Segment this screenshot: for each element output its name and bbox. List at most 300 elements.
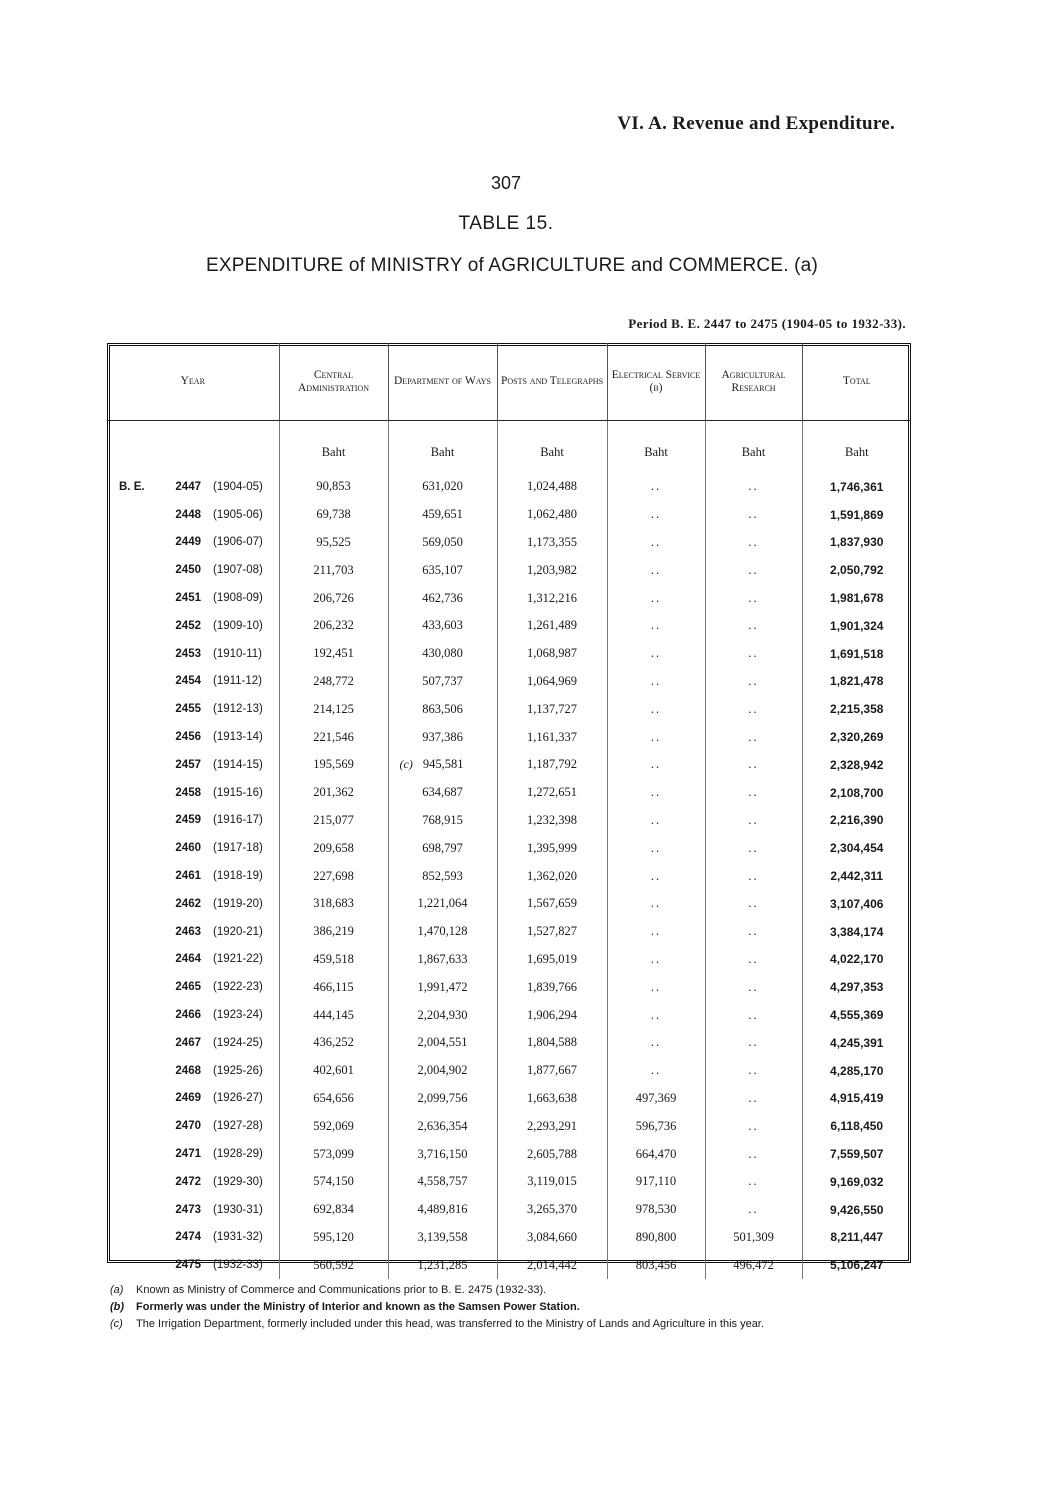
central-admin-cell: 444,145 [279,1001,388,1029]
dept-ways-cell [388,862,497,890]
electrical-service-cell: .. [607,612,705,640]
central-admin-cell: 592,069 [279,1112,388,1140]
posts-telegraphs-cell: 1,362,020 [497,862,607,890]
period-caption: Period B. E. 2447 to 2475 (1904-05 to 1932-33). [628,316,906,331]
agricultural-research-cell: .. [705,751,802,779]
common-era-year: (1930-31) [213,1203,263,1216]
electrical-service-cell: .. [607,973,705,1001]
posts-telegraphs-cell: 1,062,480 [497,501,607,529]
buddhist-era-year: 2459 [175,814,201,827]
footnote-mark: (c) [399,757,413,772]
dept-ways-cell [388,1112,497,1140]
central-admin-cell: 692,834 [279,1196,388,1224]
col-header-total: Total [802,343,911,421]
unit-cell: Baht [279,421,388,474]
year-cell [107,612,279,640]
table-row [107,501,911,529]
dept-ways-cell [388,1029,497,1057]
total-cell: 1,981,678 [802,584,911,612]
footnote-text: The Irrigation Department, formerly included under this head, was transferred to the Ministry of Lands and Agriculture in this year. [136,1318,764,1330]
header-row [107,343,911,421]
central-admin-cell: 195,569 [279,751,388,779]
unit-cell: Baht [802,421,911,474]
col-header-year: Year [107,343,279,421]
year-cell [107,1196,279,1224]
buddhist-era-year: 2467 [175,1036,201,1049]
agricultural-research-cell: .. [705,556,802,584]
common-era-year: (1919-20) [213,897,263,910]
year-cell [107,1057,279,1085]
buddhist-era-year: 2464 [175,953,201,966]
buddhist-era-year: 2450 [175,564,201,577]
dept-ways-value: 1,470,128 [417,924,468,939]
dept-ways-cell [388,640,497,668]
buddhist-era-year: 2458 [175,786,201,799]
dept-ways-value: 768,915 [422,812,463,827]
central-admin-cell: 95,525 [279,529,388,557]
year-cell [107,556,279,584]
agricultural-research-cell: .. [705,695,802,723]
total-cell: 1,591,869 [802,501,911,529]
central-admin-cell: 201,362 [279,779,388,807]
agricultural-research-cell: .. [705,529,802,557]
table-row [107,1112,911,1140]
electrical-service-cell: .. [607,695,705,723]
dept-ways-value: 1,221,064 [417,896,468,911]
electrical-service-cell: .. [607,1057,705,1085]
buddhist-era-year: 2455 [175,703,201,716]
year-cell [107,473,279,501]
common-era-year: (1916-17) [213,814,263,827]
electrical-service-cell: .. [607,501,705,529]
dept-ways-value: 462,736 [422,590,463,605]
table-row [107,723,911,751]
electrical-service-cell: .. [607,862,705,890]
dept-ways-cell [388,1140,497,1168]
dept-ways-value: 1,991,472 [417,979,468,994]
total-cell: 5,106,247 [802,1251,911,1279]
electrical-service-cell: .. [607,473,705,501]
year-cell [107,918,279,946]
buddhist-era-year: 2475 [175,1259,201,1272]
dept-ways-value: 3,716,150 [417,1146,468,1161]
posts-telegraphs-cell: 1,203,982 [497,556,607,584]
total-cell: 4,915,419 [802,1085,911,1113]
electrical-service-cell: 497,369 [607,1085,705,1113]
posts-telegraphs-cell: 1,232,398 [497,807,607,835]
agricultural-research-cell: .. [705,807,802,835]
central-admin-cell: 214,125 [279,695,388,723]
dept-ways-value: 2,004,902 [417,1063,468,1078]
unit-cell [107,421,279,474]
total-cell: 2,215,358 [802,695,911,723]
central-admin-cell: 560,592 [279,1251,388,1279]
col-header-posts: Posts and Telegraphs [497,343,607,421]
agricultural-research-cell: .. [705,668,802,696]
electrical-service-cell: .. [607,779,705,807]
dept-ways-cell [388,529,497,557]
common-era-year: (1906-07) [213,536,263,549]
agricultural-research-cell: .. [705,973,802,1001]
posts-telegraphs-cell: 1,161,337 [497,723,607,751]
electrical-service-cell: .. [607,946,705,974]
electrical-service-cell: .. [607,890,705,918]
col-header-ways: Department of Ways [388,343,497,421]
common-era-year: (1904-05) [213,480,263,493]
year-cell [107,1029,279,1057]
year-cell [107,834,279,862]
dept-ways-value: 2,099,756 [417,1090,468,1105]
electrical-service-cell: .. [607,1029,705,1057]
agricultural-research-cell: .. [705,1085,802,1113]
buddhist-era-year: 2452 [175,619,201,632]
electrical-service-cell: .. [607,807,705,835]
table-row [107,834,911,862]
central-admin-cell: 211,703 [279,556,388,584]
total-cell: 2,320,269 [802,723,911,751]
dept-ways-value: 4,489,816 [417,1202,468,1217]
dept-ways-value: 937,386 [422,729,463,744]
year-cell [107,1168,279,1196]
agricultural-research-cell: .. [705,1112,802,1140]
dept-ways-cell [388,723,497,751]
central-admin-cell: 574,150 [279,1168,388,1196]
central-admin-cell: 386,219 [279,918,388,946]
agricultural-research-cell: .. [705,862,802,890]
agricultural-research-cell: .. [705,1196,802,1224]
footnote-c [110,1316,910,1332]
year-cell [107,668,279,696]
total-cell: 4,555,369 [802,1001,911,1029]
common-era-year: (1926-27) [213,1092,263,1105]
agricultural-research-cell: .. [705,1057,802,1085]
buddhist-era-year: 2461 [175,870,201,883]
electrical-service-cell: .. [607,834,705,862]
col-header-agricultural: Agricultural Research [705,343,802,421]
buddhist-era-year: 2449 [175,536,201,549]
agricultural-research-cell: 496,472 [705,1251,802,1279]
year-cell [107,584,279,612]
year-cell [107,890,279,918]
total-cell: 2,108,700 [802,779,911,807]
year-cell [107,1085,279,1113]
year-cell [107,529,279,557]
dept-ways-cell [388,751,497,779]
table-row [107,584,911,612]
total-cell: 4,022,170 [802,946,911,974]
central-admin-cell: 573,099 [279,1140,388,1168]
common-era-year: (1912-13) [213,703,263,716]
footnote-text: Known as Ministry of Commerce and Communications prior to B. E. 2475 (1932-33). [136,1284,547,1296]
posts-telegraphs-cell: 1,839,766 [497,973,607,1001]
table-row [107,973,911,1001]
footnote-a [110,1282,910,1298]
total-cell: 2,442,311 [802,862,911,890]
footnote-key: (c) [110,1318,123,1330]
year-cell [107,751,279,779]
agricultural-research-cell: .. [705,723,802,751]
total-cell: 2,328,942 [802,751,911,779]
buddhist-era-year: 2457 [175,758,201,771]
central-admin-cell: 192,451 [279,640,388,668]
total-cell: 3,107,406 [802,890,911,918]
central-admin-cell: 90,853 [279,473,388,501]
dept-ways-value: 4,558,757 [417,1174,468,1189]
table-row [107,890,911,918]
electrical-service-cell: .. [607,723,705,751]
table-row [107,1140,911,1168]
year-cell [107,1224,279,1252]
buddhist-era-year: 2456 [175,731,201,744]
agricultural-research-cell: .. [705,1168,802,1196]
total-cell: 9,169,032 [802,1168,911,1196]
table-row [107,1001,911,1029]
posts-telegraphs-cell: 2,293,291 [497,1112,607,1140]
page-number: 307 [490,173,522,193]
year-cell [107,862,279,890]
table-row [107,1085,911,1113]
table-row [107,640,911,668]
common-era-year: (1929-30) [213,1175,263,1188]
dept-ways-value: 459,651 [422,507,463,522]
year-cell [107,973,279,1001]
agricultural-research-cell: .. [705,1029,802,1057]
table-row [107,918,911,946]
table-row [107,1168,911,1196]
posts-telegraphs-cell: 1,695,019 [497,946,607,974]
total-cell: 2,216,390 [802,807,911,835]
common-era-year: (1913-14) [213,731,263,744]
central-admin-cell: 215,077 [279,807,388,835]
electrical-service-cell: 978,530 [607,1196,705,1224]
buddhist-era-year: 2460 [175,842,201,855]
year-cell [107,640,279,668]
buddhist-era-year: 2466 [175,1009,201,1022]
year-cell [107,1001,279,1029]
central-admin-cell: 402,601 [279,1057,388,1085]
year-cell [107,1140,279,1168]
posts-telegraphs-cell: 1,906,294 [497,1001,607,1029]
dept-ways-cell [388,612,497,640]
dept-ways-cell [388,584,497,612]
common-era-year: (1917-18) [213,842,263,855]
agricultural-research-cell: .. [705,612,802,640]
unit-cell: Baht [388,421,497,474]
year-cell [107,501,279,529]
table-row [107,473,911,501]
total-cell: 8,211,447 [802,1224,911,1252]
dept-ways-value: 3,139,558 [417,1229,468,1244]
common-era-year: (1921-22) [213,953,263,966]
agricultural-research-cell: 501,309 [705,1224,802,1252]
agricultural-research-cell: .. [705,501,802,529]
central-admin-cell: 459,518 [279,946,388,974]
posts-telegraphs-cell: 1,024,488 [497,473,607,501]
dept-ways-value: 433,603 [422,618,463,633]
total-cell: 1,746,361 [802,473,911,501]
posts-telegraphs-cell: 1,137,727 [497,695,607,723]
table-title: EXPENDITURE of MINISTRY of AGRICULTURE and COMMERCE. (a) [206,255,818,276]
dept-ways-cell [388,695,497,723]
common-era-year: (1932-33) [213,1259,263,1272]
central-admin-cell: 595,120 [279,1224,388,1252]
common-era-year: (1905-06) [213,508,263,521]
dept-ways-cell [388,1251,497,1279]
common-era-year: (1918-19) [213,870,263,883]
dept-ways-cell [388,973,497,1001]
table-row [107,862,911,890]
agricultural-research-cell: .. [705,779,802,807]
total-cell: 1,821,478 [802,668,911,696]
agricultural-research-cell: .. [705,834,802,862]
electrical-service-cell: 596,736 [607,1112,705,1140]
agricultural-research-cell: .. [705,640,802,668]
year-cell [107,1112,279,1140]
posts-telegraphs-cell: 3,265,370 [497,1196,607,1224]
total-cell: 3,384,174 [802,918,911,946]
buddhist-era-year: 2448 [175,508,201,521]
common-era-year: (1923-24) [213,1009,263,1022]
common-era-year: (1924-25) [213,1036,263,1049]
dept-ways-cell [388,556,497,584]
dept-ways-cell [388,946,497,974]
unit-row [107,421,911,474]
buddhist-era-year: 2451 [175,592,201,605]
footnote-key: (b) [110,1301,125,1313]
table-row [107,779,911,807]
electrical-service-cell: 890,800 [607,1224,705,1252]
central-admin-cell: 209,658 [279,834,388,862]
buddhist-era-year: 2462 [175,897,201,910]
year-cell [107,946,279,974]
electrical-service-cell: .. [607,751,705,779]
posts-telegraphs-cell: 1,663,638 [497,1085,607,1113]
central-admin-cell: 206,726 [279,584,388,612]
unit-cell: Baht [705,421,802,474]
dept-ways-cell [388,807,497,835]
total-cell: 4,297,353 [802,973,911,1001]
buddhist-era-year: 2470 [175,1120,201,1133]
dept-ways-value: 569,050 [422,534,463,549]
electrical-service-cell: .. [607,584,705,612]
posts-telegraphs-cell: 3,084,660 [497,1224,607,1252]
buddhist-era-year: 2469 [175,1092,201,1105]
agricultural-research-cell: .. [705,946,802,974]
buddhist-era-year: 2447 [175,480,201,493]
dept-ways-value: 634,687 [422,785,463,800]
total-cell: 1,837,930 [802,529,911,557]
common-era-year: (1914-15) [213,758,263,771]
posts-telegraphs-cell: 1,804,588 [497,1029,607,1057]
central-admin-cell: 221,546 [279,723,388,751]
section-heading: VI. A. Revenue and Expenditure. [617,113,895,134]
posts-telegraphs-cell: 3,119,015 [497,1168,607,1196]
common-era-year: (1910-11) [213,647,263,660]
era-prefix: B. E. [119,480,145,493]
central-admin-cell: 248,772 [279,668,388,696]
electrical-service-cell: .. [607,640,705,668]
footnote-key: (a) [110,1284,124,1296]
year-cell [107,1251,279,1279]
dept-ways-cell [388,1168,497,1196]
buddhist-era-year: 2453 [175,647,201,660]
agricultural-research-cell: .. [705,1140,802,1168]
common-era-year: (1931-32) [213,1231,263,1244]
central-admin-cell: 654,656 [279,1085,388,1113]
agricultural-research-cell: .. [705,584,802,612]
common-era-year: (1922-23) [213,981,263,994]
total-cell: 1,901,324 [802,612,911,640]
dept-ways-cell [388,1085,497,1113]
dept-ways-value: 635,107 [422,562,463,577]
total-cell: 9,426,550 [802,1196,911,1224]
posts-telegraphs-cell: 1,173,355 [497,529,607,557]
unit-cell: Baht [607,421,705,474]
total-cell: 1,691,518 [802,640,911,668]
dept-ways-cell [388,1057,497,1085]
table-row [107,529,911,557]
common-era-year: (1911-12) [213,675,263,688]
electrical-service-cell: 803,456 [607,1251,705,1279]
table-row [107,1224,911,1252]
dept-ways-value: 1,231,285 [417,1257,468,1272]
total-cell: 4,285,170 [802,1057,911,1085]
table-number: TABLE 15. [458,213,554,234]
posts-telegraphs-cell: 1,877,667 [497,1057,607,1085]
electrical-service-cell: .. [607,529,705,557]
buddhist-era-year: 2465 [175,981,201,994]
posts-telegraphs-cell: 1,068,987 [497,640,607,668]
col-header-central: Central Administration [279,343,388,421]
common-era-year: (1915-16) [213,786,263,799]
table-row [107,1196,911,1224]
dept-ways-cell [388,501,497,529]
agricultural-research-cell: .. [705,918,802,946]
posts-telegraphs-cell: 1,395,999 [497,834,607,862]
table-row [107,1029,911,1057]
dept-ways-value: 2,636,354 [417,1118,468,1133]
posts-telegraphs-cell: 1,064,969 [497,668,607,696]
dept-ways-cell [388,890,497,918]
table-row [107,668,911,696]
col-header-electrical: Electrical Service (b) [607,343,705,421]
table-row [107,612,911,640]
posts-telegraphs-cell: 1,272,651 [497,779,607,807]
dept-ways-value: 2,204,930 [417,1007,468,1022]
buddhist-era-year: 2468 [175,1064,201,1077]
unit-cell: Baht [497,421,607,474]
dept-ways-value: 863,506 [422,701,463,716]
table-row [107,807,911,835]
electrical-service-cell: .. [607,1001,705,1029]
electrical-service-cell: 917,110 [607,1168,705,1196]
common-era-year: (1909-10) [213,619,263,632]
common-era-year: (1927-28) [213,1120,263,1133]
buddhist-era-year: 2474 [175,1231,201,1244]
posts-telegraphs-cell: 2,014,442 [497,1251,607,1279]
footnotes [110,1282,910,1333]
table-row [107,751,911,779]
footnote-b [110,1299,910,1315]
dept-ways-value: 852,593 [422,868,463,883]
posts-telegraphs-cell: 1,312,216 [497,584,607,612]
central-admin-cell: 227,698 [279,862,388,890]
electrical-service-cell: 664,470 [607,1140,705,1168]
buddhist-era-year: 2471 [175,1148,201,1161]
total-cell: 2,304,454 [802,834,911,862]
common-era-year: (1908-09) [213,592,263,605]
electrical-service-cell: .. [607,918,705,946]
